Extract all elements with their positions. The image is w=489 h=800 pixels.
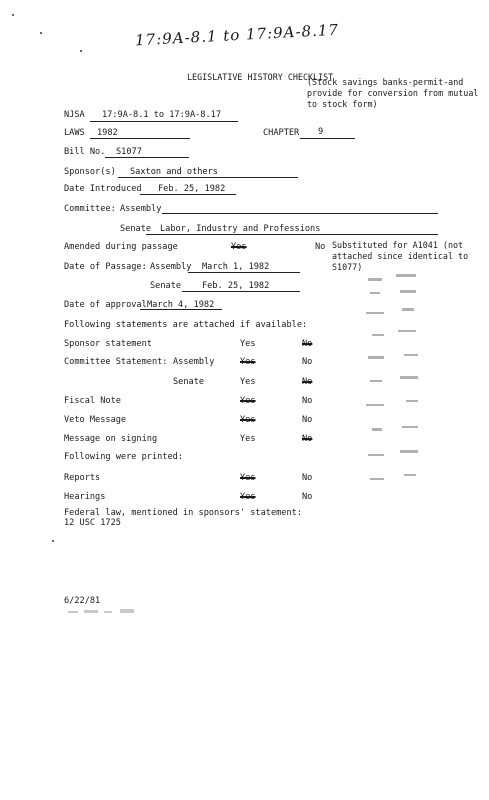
substituted-note: Substituted for A1041 (not attached since identical to S1077) — [332, 240, 469, 272]
bill-underline — [105, 157, 189, 158]
row-fiscal-note-label: Fiscal Note — [64, 396, 121, 406]
introduced-underline — [140, 194, 236, 195]
row-sponsor-statement-yes: Yes — [240, 339, 256, 349]
chapter-underline — [300, 138, 355, 139]
scan-speck — [80, 50, 82, 52]
row-reports-label: Reports — [64, 473, 101, 483]
footer-date: 6/22/81 — [64, 596, 101, 606]
document-title: LEGISLATIVE HISTORY CHECKLIST — [187, 72, 334, 82]
row-sponsor-statement-label: Sponsor statement — [64, 339, 152, 349]
row-message-on-signing-label: Message on signing — [64, 434, 158, 444]
row-committee-senate-yes: Yes — [240, 377, 256, 387]
amended-yes: Yes — [231, 242, 247, 252]
amended-label: Amended during passage — [64, 242, 178, 252]
approval-label: Date of approval — [64, 300, 147, 310]
approval-underline — [140, 309, 222, 310]
document-subtitle: (Stock savings banks-permit-and provide for conversion from mutual to stock form) — [307, 77, 479, 109]
row-committee-assembly-yes: Yes — [240, 357, 256, 367]
row-committee-senate-sub: Senate — [173, 377, 205, 387]
scan-speck — [52, 540, 54, 542]
committee-senate-underline — [146, 234, 438, 235]
row-sponsor-statement-no: No — [302, 339, 313, 349]
row-committee-assembly-no: No — [302, 357, 313, 367]
introduced-label: Date Introduced — [64, 184, 142, 194]
printed-header: Following were printed: — [64, 452, 183, 462]
laws-underline — [90, 138, 190, 139]
row-reports-yes: Yes — [240, 473, 256, 483]
row-hearings-no: No — [302, 492, 313, 502]
njsa-value: 17:9A-8.1 to 17:9A-8.17 — [102, 110, 221, 120]
passage-senate-value: Feb. 25, 1982 — [202, 281, 270, 291]
row-message-on-signing-no: No — [302, 434, 313, 444]
chapter-value: 9 — [318, 127, 324, 137]
passage-assembly-underline — [188, 272, 300, 273]
njsa-underline — [90, 121, 238, 122]
scan-speck — [12, 14, 14, 16]
row-veto-message-yes: Yes — [240, 415, 256, 425]
njsa-label: NJSA — [64, 110, 85, 120]
sponsor-label: Sponsor(s) — [64, 167, 116, 177]
faded-footer-marks — [68, 606, 148, 620]
passage-assembly-label: Assembly — [150, 262, 192, 272]
sponsor-value: Saxton and others — [130, 167, 218, 177]
row-committee-senate-no: No — [302, 377, 313, 387]
sponsor-underline — [118, 177, 298, 178]
row-committee-statement-label: Committee Statement: — [64, 357, 168, 367]
passage-senate-label: Senate — [150, 281, 182, 291]
bill-label: Bill No. — [64, 147, 106, 157]
committee-assembly-underline — [162, 213, 438, 214]
introduced-value: Feb. 25, 1982 — [158, 184, 226, 194]
committee-senate-label: Senate — [120, 224, 152, 234]
committee-label: Committee: — [64, 204, 116, 214]
chapter-label: CHAPTER — [263, 128, 300, 138]
federal-law-note: Federal law, mentioned in sponsors' statement: — [64, 508, 302, 518]
amended-no: No — [315, 242, 326, 252]
faded-stamp-marks — [360, 268, 440, 498]
passage-senate-underline — [182, 291, 300, 292]
committee-assembly-label: Assembly — [120, 204, 162, 214]
bill-value: S1077 — [116, 147, 142, 157]
passage-label: Date of Passage: — [64, 262, 147, 272]
row-veto-message-no: No — [302, 415, 313, 425]
row-veto-message-label: Veto Message — [64, 415, 127, 425]
laws-label: LAWS — [64, 128, 85, 138]
row-reports-no: No — [302, 473, 313, 483]
row-hearings-label: Hearings — [64, 492, 106, 502]
row-fiscal-note-yes: Yes — [240, 396, 256, 406]
statements-header: Following statements are attached if available: — [64, 320, 308, 330]
federal-law-citation: 12 USC 1725 — [64, 518, 121, 528]
scan-speck — [40, 32, 42, 34]
row-fiscal-note-no: No — [302, 396, 313, 406]
row-committee-assembly-sub: Assembly — [173, 357, 215, 367]
row-message-on-signing-yes: Yes — [240, 434, 256, 444]
laws-value: 1982 — [97, 128, 118, 138]
passage-assembly-value: March 1, 1982 — [202, 262, 270, 272]
row-hearings-yes: Yes — [240, 492, 256, 502]
approval-value: March 4, 1982 — [147, 300, 215, 310]
handwritten-header: 17:9A-8.1 to 17:9A-8.17 — [134, 20, 340, 50]
committee-senate-value: Labor, Industry and Professions — [160, 224, 321, 234]
